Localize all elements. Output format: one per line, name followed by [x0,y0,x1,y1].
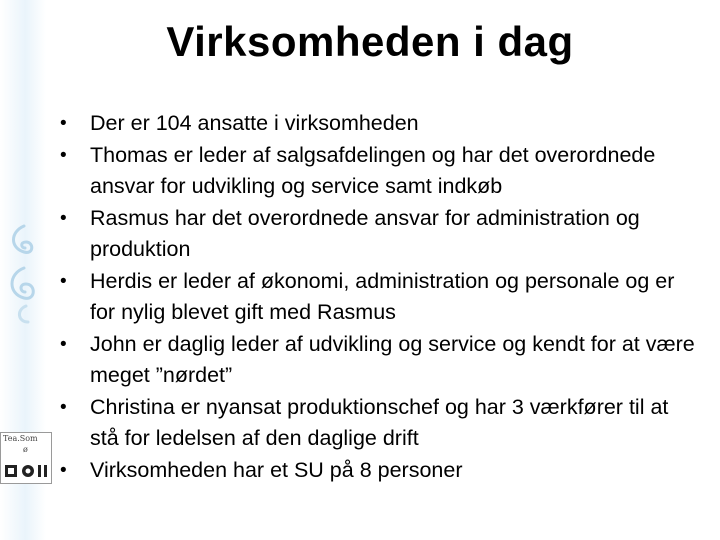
bullet-list [60,108,700,486]
bullet-item [60,392,700,455]
logo-mark-icon [4,463,50,479]
bullet-text: Virksomheden har et SU på 8 personer [90,457,463,482]
bullet-marker: • [60,113,67,134]
bullet-text: Rasmus har det overordnede ansvar for administration og produktion [90,205,640,261]
bullet-marker: • [60,207,67,229]
bullet-text: Herdis er leder af økonomi, administration og personale og er for nylig blevet gift med Rasmus [90,268,675,324]
bullet-text: Der er 104 ansatte i virksomheden [90,111,419,135]
logo-text: Tea.Som [3,434,38,443]
bullet-item [60,108,700,140]
bullet-item [60,266,700,329]
bullet-marker: • [60,333,67,355]
bullet-item [60,203,700,266]
org-logo [0,432,52,484]
bullet-text: Thomas er leder af salgsafdelingen og har det overordnede ansvar for udvikling og service samt indkøb [90,142,656,198]
bullet-marker: • [60,396,67,418]
bullet-marker: • [60,144,67,166]
bullet-marker: • [60,270,67,292]
bullet-item [60,455,700,487]
bullet-text: Christina er nyansat produktionschef og har 3 værkfører til at stå for ledelsen af den daglige drift [90,394,669,450]
bullet-text: John er daglig leder af udvikling og service og kendt for at være meget ”nørdet” [90,331,695,387]
logo-subtext: ø [23,445,28,454]
bullet-item [60,140,700,203]
slide-title: Virksomheden i dag [166,18,574,65]
bullet-item [60,329,700,392]
spiral-swirl-icon [4,218,44,328]
bullet-marker: • [60,459,67,481]
